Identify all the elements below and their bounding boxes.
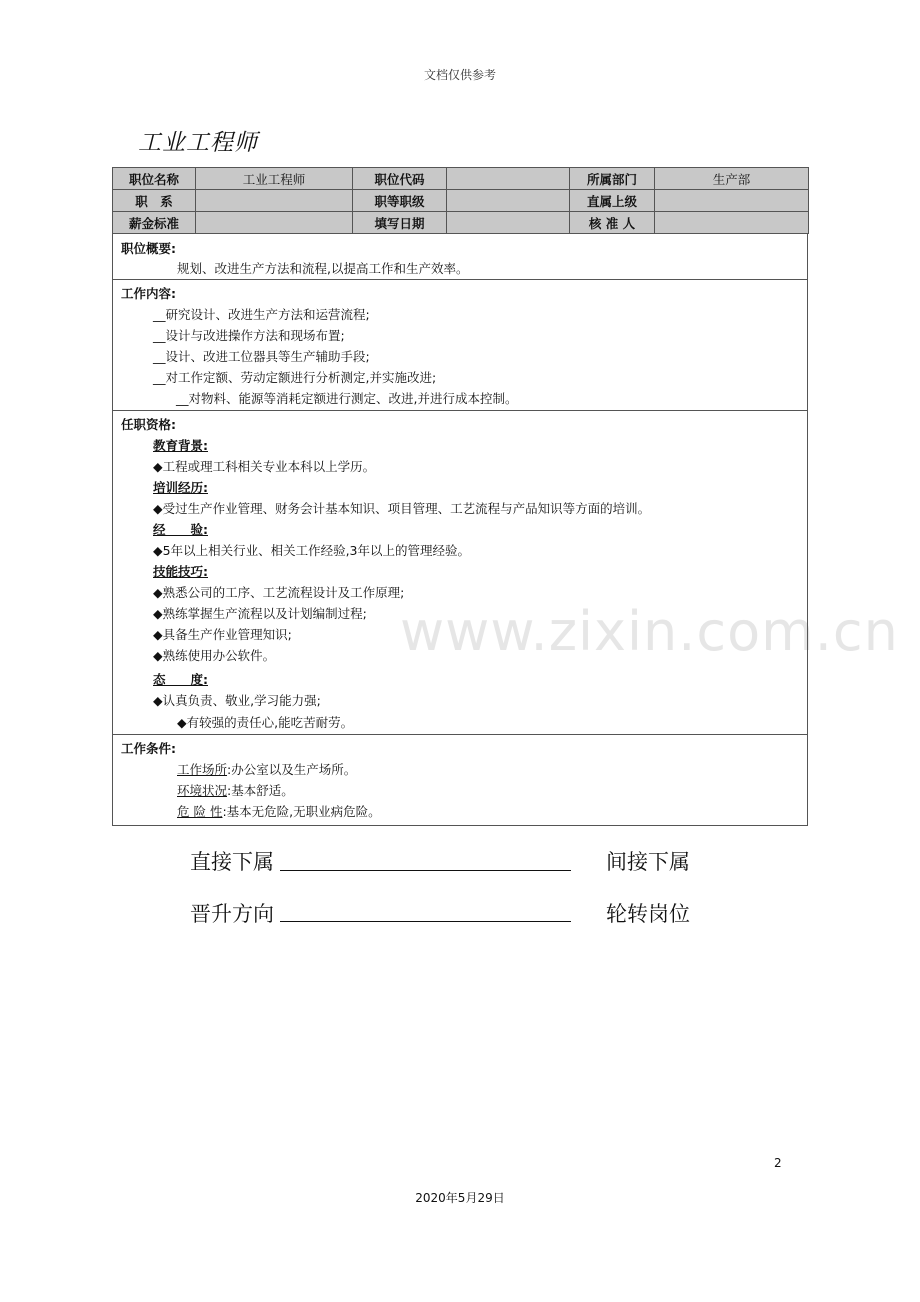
value-supervisor bbox=[655, 190, 809, 212]
label-approver: 核 准 人 bbox=[570, 212, 655, 234]
risk-label: 危 险 性 bbox=[177, 804, 223, 819]
value-approver bbox=[655, 212, 809, 234]
skill-item: ◆具备生产作业管理知识; bbox=[153, 627, 292, 642]
qualification-section bbox=[112, 411, 808, 735]
education-text: ◆工程或理工科相关专业本科以上学历。 bbox=[153, 459, 376, 474]
rotation-post-label: 轮转岗位 bbox=[606, 902, 690, 926]
condition-risk bbox=[177, 802, 381, 820]
attitude-title: 态 度: bbox=[153, 672, 208, 687]
promotion-path-label: 晋升方向 bbox=[190, 902, 274, 926]
attitude-item: ◆认真负责、敬业,学习能力强; bbox=[153, 693, 321, 708]
skills-title: 技能技巧: bbox=[153, 564, 208, 579]
content-item: __设计、改进工位器具等生产辅助手段; bbox=[153, 349, 370, 364]
summary-text: 规划、改进生产方法和流程,以提高工作和生产效率。 bbox=[177, 261, 469, 276]
label-job-name: 职位名称 bbox=[113, 168, 196, 190]
condition-title: 工作条件: bbox=[121, 741, 176, 756]
skill-item: ◆熟悉公司的工序、工艺流程设计及工作原理; bbox=[153, 585, 405, 600]
value-job-series bbox=[196, 190, 353, 212]
training-text: ◆受过生产作业管理、财务会计基本知识、项目管理、工艺流程与产品知识等方面的培训。 bbox=[153, 501, 651, 516]
content-title: 工作内容: bbox=[121, 286, 176, 301]
direct-reports-line bbox=[280, 870, 571, 871]
label-supervisor: 直属上级 bbox=[570, 190, 655, 212]
content-item: __对工作定额、劳动定额进行分析测定,并实施改进; bbox=[153, 370, 437, 385]
value-job-name: 工业工程师 bbox=[196, 168, 353, 190]
document-title: 工业工程师 bbox=[138, 130, 258, 156]
content-item: __设计与改进操作方法和现场布置; bbox=[153, 328, 345, 343]
content-item: __研究设计、改进生产方法和运营流程; bbox=[153, 307, 370, 322]
footer-date: 2020年5月29日 bbox=[415, 1191, 505, 1205]
place-label: 工作场所 bbox=[177, 762, 228, 777]
table-row bbox=[113, 190, 809, 212]
summary-title: 职位概要: bbox=[121, 241, 176, 256]
place-value: :办公室以及生产场所。 bbox=[227, 762, 357, 777]
label-department: 所属部门 bbox=[570, 168, 655, 190]
experience-title: 经 验: bbox=[153, 522, 208, 537]
qualification-title: 任职资格: bbox=[121, 417, 176, 432]
promotion-path-line bbox=[280, 921, 571, 922]
page-header: 文档仅供参考 bbox=[423, 68, 496, 82]
content-item: __对物料、能源等消耗定额进行测定、改进,并进行成本控制。 bbox=[176, 391, 518, 406]
summary-section bbox=[112, 234, 808, 280]
label-job-series: 职 系 bbox=[113, 190, 196, 212]
training-title: 培训经历: bbox=[153, 480, 208, 495]
label-fill-date: 填写日期 bbox=[353, 212, 447, 234]
watermark: www.zixin.com.cn bbox=[400, 600, 899, 663]
risk-value: :基本无危险,无职业病危险。 bbox=[222, 804, 381, 819]
value-job-code bbox=[447, 168, 570, 190]
attitude-item: ◆有较强的责任心,能吃苦耐劳。 bbox=[177, 715, 354, 730]
label-job-grade: 职等职级 bbox=[353, 190, 447, 212]
indirect-reports-label: 间接下属 bbox=[606, 850, 690, 874]
condition-environment bbox=[177, 781, 294, 799]
environment-value: :基本舒适。 bbox=[227, 783, 294, 798]
value-job-grade bbox=[447, 190, 570, 212]
value-department: 生产部 bbox=[655, 168, 809, 190]
education-title: 教育背景: bbox=[153, 438, 208, 453]
value-fill-date bbox=[447, 212, 570, 234]
page-number: 2 bbox=[774, 1156, 782, 1170]
label-salary: 薪金标准 bbox=[113, 212, 196, 234]
skill-item: ◆熟练掌握生产流程以及计划编制过程; bbox=[153, 606, 367, 621]
condition-section bbox=[112, 735, 808, 826]
table-row bbox=[113, 212, 809, 234]
environment-label: 环境状况 bbox=[177, 783, 228, 798]
condition-place bbox=[177, 760, 356, 778]
experience-text: ◆5年以上相关行业、相关工作经验,3年以上的管理经验。 bbox=[153, 543, 470, 558]
skill-item: ◆熟练使用办公软件。 bbox=[153, 648, 276, 663]
direct-reports-label: 直接下属 bbox=[190, 850, 274, 874]
content-section bbox=[112, 280, 808, 411]
table-row bbox=[113, 168, 809, 190]
value-salary bbox=[196, 212, 353, 234]
label-job-code: 职位代码 bbox=[353, 168, 447, 190]
job-info-table bbox=[112, 167, 809, 234]
